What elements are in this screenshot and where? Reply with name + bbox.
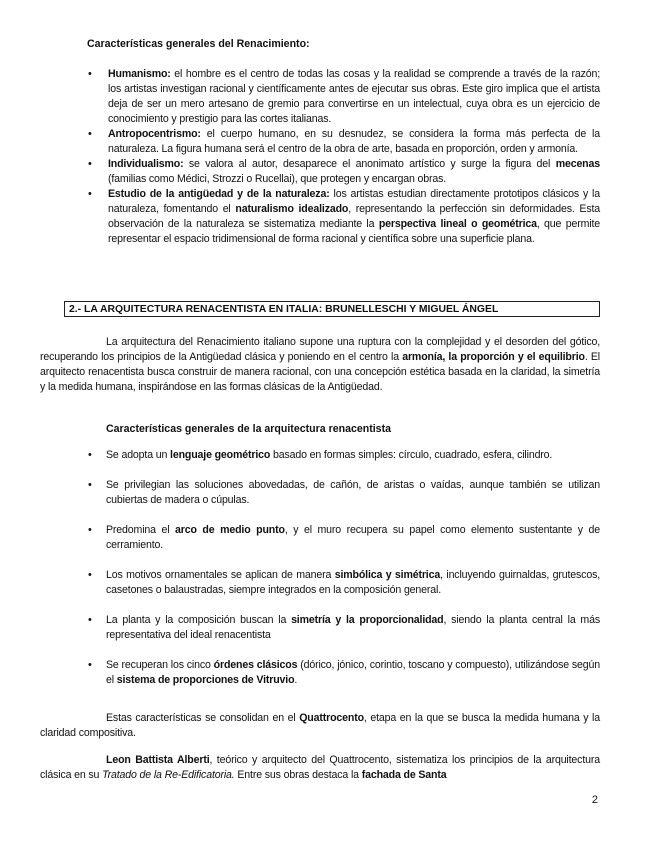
quattrocento-paragraph: Estas características se consolidan en el Quattrocento, etapa en la que se busca la medida humana y la claridad compositiva. — [40, 712, 600, 739]
list-item-abovedadas: • Se privilegian las soluciones abovedadas, de cañón, de aristas o vaídas, aunque también se utilizan cubiertas de madera o cúpulas. — [88, 478, 600, 508]
heading-renacimiento: Características generales del Renacimiento: — [87, 38, 310, 50]
list-item-humanismo: • Humanismo: el hombre es el centro de todas las cosas y la realidad se comprende a través de la razón; los artistas investigan racional y científicamente antes de ejecutar sus obras. Este giro implica que el artista deja de ser un mero artesano de gremio para convertirse en un intelectual, cuya obra es un ejercicio de conocimiento y prestigio para las cortes italianas. — [88, 67, 600, 127]
list-item-planta-composicion: • La planta y la composición buscan la simetría y la proporcionalidad, siendo la planta central la más representativa del ideal renacentista — [88, 613, 600, 643]
page-number: 2 — [591, 794, 598, 806]
list-item-individualismo: • Individualismo: se valora al autor, desaparece el anonimato artístico y surge la figura del mecenas (familias como Médici, Strozzi o Rucellai), que protegen y encargan obras. — [88, 157, 600, 187]
intro-paragraph: La arquitectura del Renacimiento italiano supone una ruptura con la complejidad y el desorden del gótico, recuperando los principios de la Antigüedad clásica y poniendo en el centro la armonía, la proporción y el equilibrio. El arquitecto renacentista busca construir de manera racional, con una concepción estética basada en la claridad, la simetría y la medida humana, inspirándose en las formas clásicas de la Antigüedad. — [40, 336, 601, 393]
heading-arquitectura: Características generales de la arquitectura renacentista — [106, 423, 391, 435]
list-item-ordenes-clasicos: • Se recuperan los cinco órdenes clásicos (dórico, jónico, corintio, toscano y compuesto), utilizándose según el sistema de proporciones de Vitruvio. — [88, 658, 600, 688]
list-item-arco-medio-punto: • Predomina el arco de medio punto, y el muro recupera su papel como elemento sustentante y de cerramiento. — [88, 523, 600, 553]
arquitectura-characteristics-list — [88, 448, 600, 703]
list-item-antropocentrismo: • Antropocentrismo: el cuerpo humano, en su desnudez, se considera la forma más perfecta de la naturaleza. La figura humana será el centro de la obra de arte, basada en proporción, orden y armonía. — [88, 127, 600, 157]
renacimiento-characteristics-list — [88, 67, 600, 247]
list-item-lenguaje-geometrico: • Se adopta un lenguaje geométrico basado en formas simples: círculo, cuadrado, esfera, cilindro. — [88, 448, 600, 463]
list-item-motivos-ornamentales: • Los motivos ornamentales se aplican de manera simbólica y simétrica, incluyendo guirnaldas, grutescos, casetones o balaustradas, siempre integrados en la composición general. — [88, 568, 600, 598]
list-item-estudio-antiguedad: • Estudio de la antigüedad y de la naturaleza: los artistas estudian directamente prototipos clásicos y la naturaleza, fomentando el naturalismo idealizado, representando la perfección sin deformidades. Esta observación de la naturaleza se sistematiza mediante la perspectiva lineal o geométrica, que permite representar el espacio tridimensional de forma racional y científica sobre una superficie plana. — [88, 187, 600, 247]
alberti-paragraph: Leon Battista Alberti, teórico y arquitecto del Quattrocento, sistematiza los principios de la arquitectura clásica en su Tratado de la Re-Edificatoria. Entre sus obras destaca la fachada de Santa — [40, 754, 600, 781]
section-title-box: 2.- LA ARQUITECTURA RENACENTISTA EN ITALIA: BRUNELLESCHI Y MIGUEL ÁNGEL — [64, 301, 600, 317]
